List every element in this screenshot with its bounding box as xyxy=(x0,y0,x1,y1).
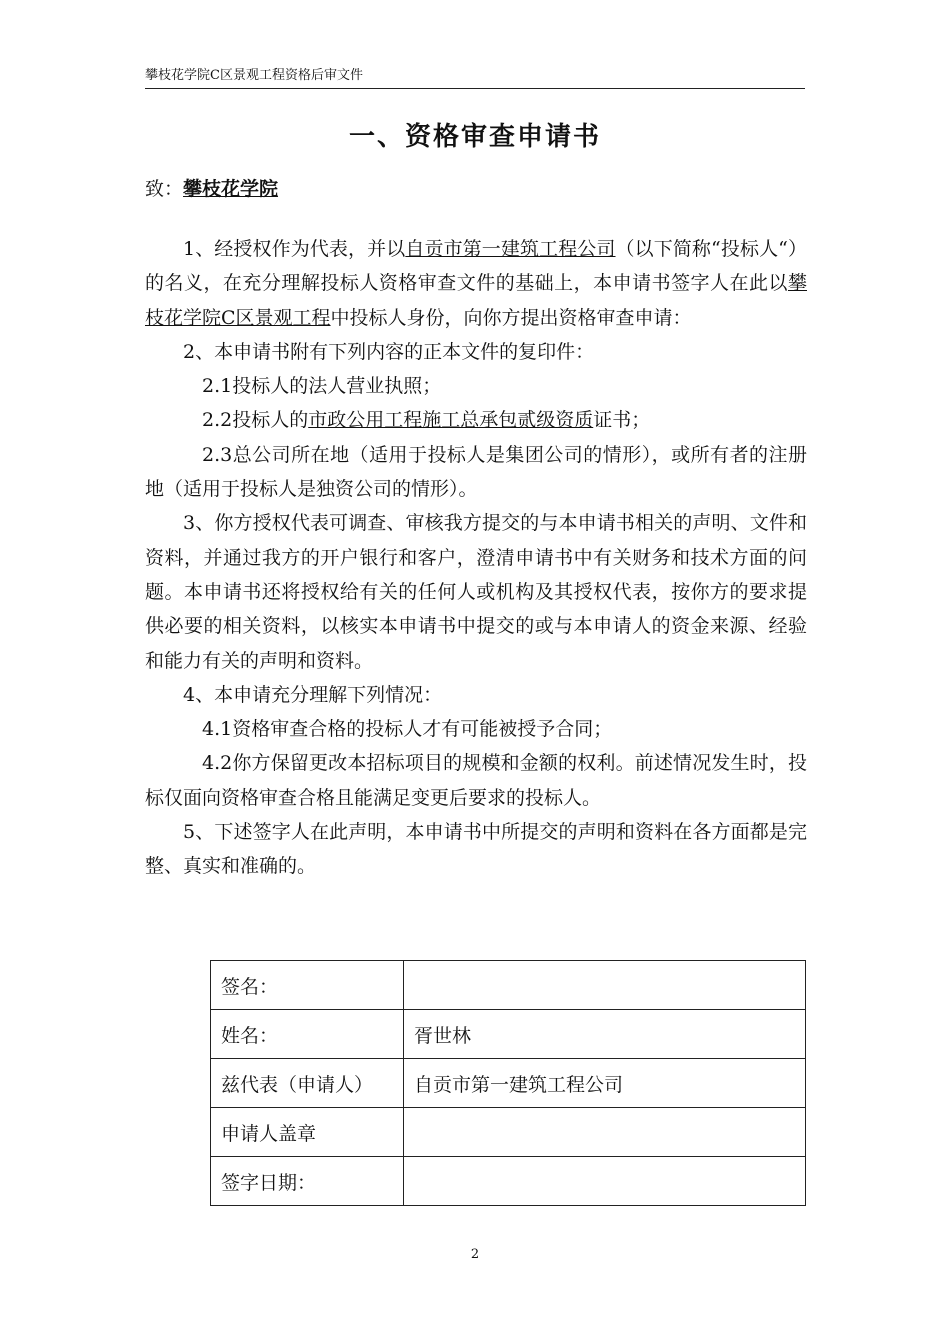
paragraph-4: 4、本申请充分理解下列情况： xyxy=(183,683,443,706)
paragraph-5: 5、下述签字人在此声明，本申请书中所提交的声明和资料在各方面都是完整、真实和准确的。 xyxy=(145,821,807,878)
paragraph-2-2 xyxy=(145,403,807,437)
table-row xyxy=(211,1010,806,1059)
row-label: 签字日期： xyxy=(211,1157,404,1206)
row-label: 姓名： xyxy=(211,1010,404,1059)
page-number: 2 xyxy=(470,1247,480,1262)
signature-table xyxy=(210,960,806,1206)
p2-2-part-b: 证书； xyxy=(593,409,651,432)
row-value: 胥世林 xyxy=(404,1010,806,1059)
p1-part-c: 中投标人身份，向你方提出资格审查申请： xyxy=(330,306,692,329)
row-value xyxy=(404,961,806,1010)
p1-part-a: 1、经授权作为代表，并以 xyxy=(183,238,406,260)
header-text: 攀枝花学院C区景观工程资格后审文件 xyxy=(145,68,363,83)
qualification-name: 市政公用工程施工总承包贰级资质 xyxy=(308,409,594,432)
paragraph-2-1: 2.1投标人的法人营业执照； xyxy=(202,375,442,398)
paragraph-4-1: 4.1资格审查合格的投标人才有可能被授予合同； xyxy=(202,718,613,741)
row-label: 兹代表（申请人） xyxy=(211,1059,404,1108)
paragraph-4-2: 4.2你方保留更改本招标项目的规模和金额的权利。前述情况发生时，投标仅面向资格审查合格且能满足变更后要求的投标人。 xyxy=(145,752,807,809)
addressee-line xyxy=(145,174,278,201)
document-title: 一、资格审查申请书 xyxy=(348,122,601,152)
table-row xyxy=(211,1108,806,1157)
row-value: 自贡市第一建筑工程公司 xyxy=(404,1059,806,1108)
bidder-company: 自贡市第一建筑工程公司 xyxy=(405,238,616,260)
addressee-prefix: 致： xyxy=(145,178,184,200)
row-label: 申请人盖章 xyxy=(211,1108,404,1157)
table-row xyxy=(211,961,806,1010)
paragraph-2: 2、本申请书附有下列内容的正本文件的复印件： xyxy=(183,340,595,363)
paragraph-2-3: 2.3总公司所在地（适用于投标人是集团公司的情形），或所有者的注册地（适用于投标人是独资公司的情形）。 xyxy=(145,443,807,501)
document-body xyxy=(145,232,807,884)
project-name: 攀枝花学院C区景观工程 xyxy=(145,272,807,329)
row-value xyxy=(404,1108,806,1157)
p1-part-b: （以下简称“投标人“）的名义，在充分理解投标人资格审查文件的基础上，本申请书签字人在此以 xyxy=(145,238,807,295)
addressee-org: 攀枝花学院 xyxy=(183,178,279,200)
p2-2-part-a: 2.2投标人的 xyxy=(202,409,309,432)
page-header xyxy=(145,66,805,89)
table-row xyxy=(211,1157,806,1206)
row-value xyxy=(404,1157,806,1206)
table-row xyxy=(211,1059,806,1108)
paragraph-1 xyxy=(145,232,807,335)
row-label: 签名： xyxy=(211,961,404,1010)
paragraph-3: 3、你方授权代表可调查、审核我方提交的与本申请书相关的声明、文件和资料，并通过我方的开户银行和客户，澄清申请书中有关财务和技术方面的问题。本申请书还将授权给有关的任何人或机构及其授权代表，按你方的要求提供必要的相关资料，以核实本申请书中提交的或与本申请人的资金来源、经验和能力有关的声明和资料。 xyxy=(145,512,807,672)
